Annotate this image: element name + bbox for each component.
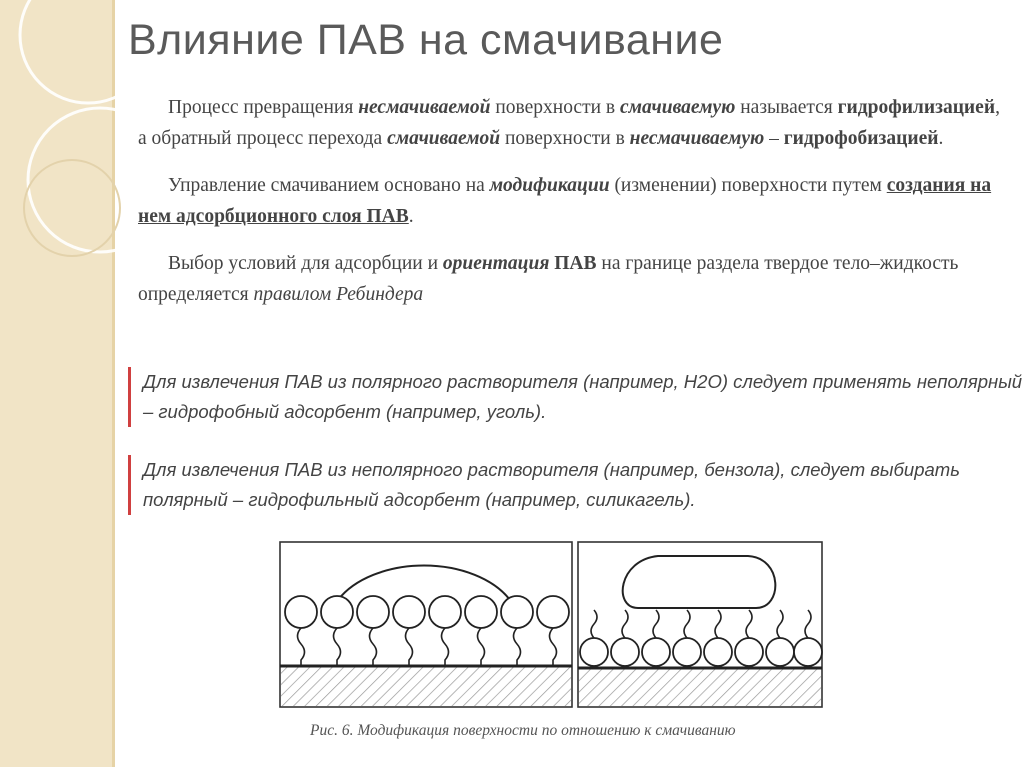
- term-adsorption-layer: создания на нем адсорбционного слоя ПАВ: [138, 175, 992, 227]
- paragraph-wetting-control: [138, 170, 1008, 232]
- decorative-circles: [0, 0, 130, 330]
- term-wettable: смачиваемой: [387, 128, 501, 149]
- panel-hydrophobic-surface: [280, 542, 572, 707]
- text-run: , а обратный процесс перехода: [138, 97, 1000, 149]
- text-run: (изменении) поверхности путем: [609, 175, 887, 196]
- wetting-modification-figure: [278, 540, 826, 710]
- term-hydrophilization: гидрофилизацией: [837, 97, 996, 118]
- term-nonwettable: несмачиваемую: [629, 128, 765, 149]
- slide-body: [138, 92, 1008, 310]
- term-orientation: ориентация: [442, 253, 550, 274]
- text-run: Управление смачиванием основано на: [168, 175, 490, 196]
- term-hydrophobization: гидрофобизацией: [783, 128, 939, 149]
- text-run: поверхности в: [490, 97, 621, 118]
- droplet-beaded: [623, 556, 776, 608]
- text-run: .: [938, 128, 944, 149]
- text-run: Выбор условий для адсорбции и: [168, 253, 443, 274]
- text-run: на границе раздела твердое тело–жидкость определяется: [138, 253, 959, 305]
- paragraph-hydrophilization: [138, 92, 1008, 154]
- text-run: .: [408, 206, 414, 227]
- term-pav: ПАВ: [554, 253, 597, 274]
- text-run: Процесс превращения: [168, 97, 359, 118]
- paragraph-rebinder-rule: [138, 248, 1008, 310]
- term-nonwettable: несмачиваемой: [358, 97, 491, 118]
- rule-nonpolar-solvent: Для извлечения ПАВ из неполярного растворителя (например, бензола), следует выбирать полярный – гидрофильный адсорбент (например, силикагель).: [128, 455, 1023, 515]
- text-run: называется: [735, 97, 838, 118]
- figure-caption: Рис. 6. Модификация поверхности по отношению к смачиванию: [310, 722, 736, 739]
- panel-hydrophilic-surface: [578, 542, 822, 707]
- term-rebinder: правилом Ребиндера: [253, 284, 424, 305]
- term-wettable: смачиваемую: [620, 97, 736, 118]
- term-modification: модификации: [489, 175, 610, 196]
- text-run: поверхности в: [500, 128, 630, 149]
- slide-title: Влияние ПАВ на смачивание: [128, 16, 724, 64]
- text-run: –: [764, 128, 784, 149]
- rule-polar-solvent: Для извлечения ПАВ из полярного растворителя (например, Н2О) следует применять неполярный – гидрофобный адсорбент (например, уголь).: [128, 367, 1023, 427]
